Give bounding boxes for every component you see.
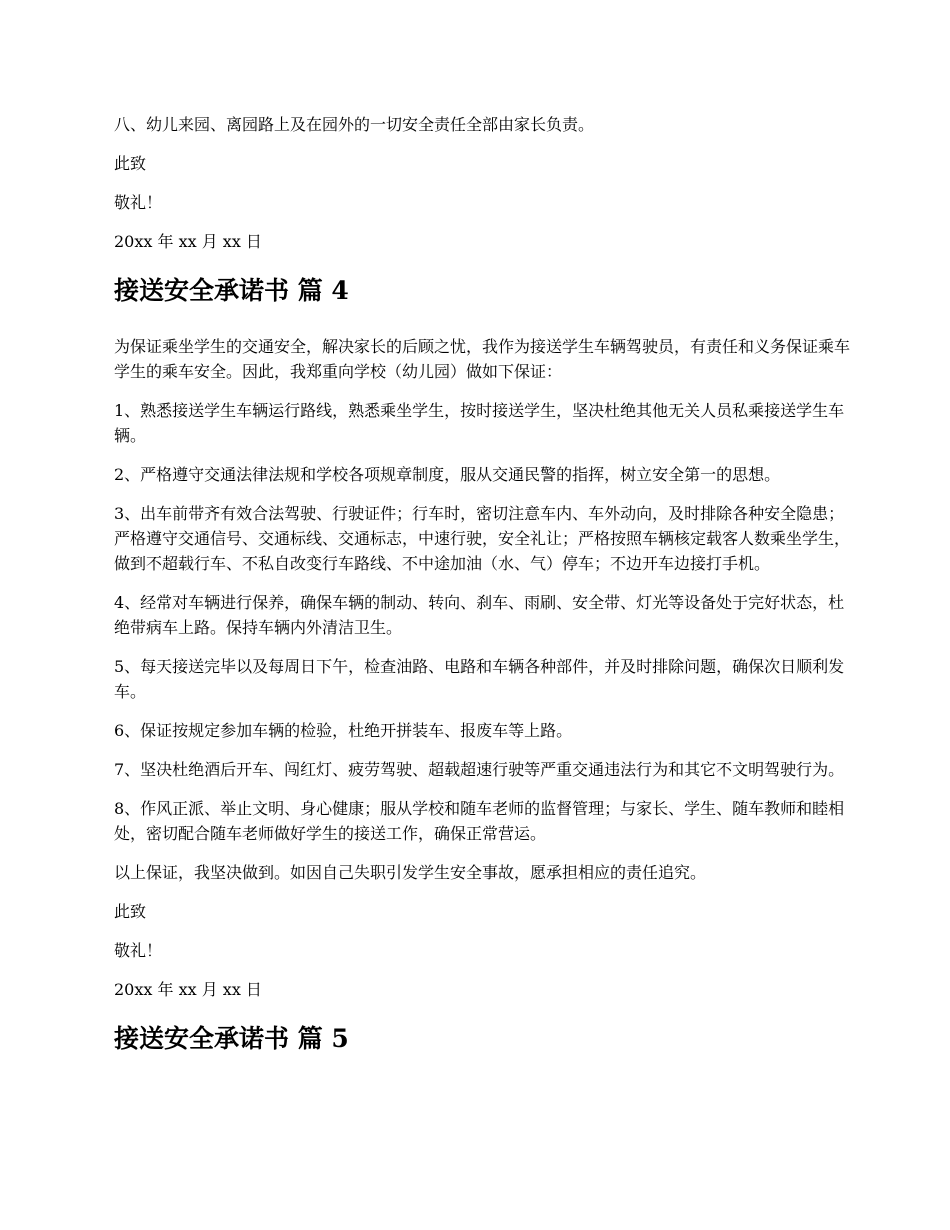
document-page <box>114 112 854 1056</box>
section4-item-2: 2、严格遵守交通法律法规和学校各项规章制度，服从交通民警的指挥，树立安全第一的思想。 <box>114 465 781 484</box>
section4-date-line: 20xx 年 xx 月 xx 日 <box>114 980 262 999</box>
section-heading-5: 接送安全承诺书 篇 5 <box>114 1024 349 1053</box>
section4-closing-salutation: 此致 <box>114 902 147 921</box>
section4-closing-regards: 敬礼！ <box>114 941 163 960</box>
section4-item-3: 3、出车前带齐有效合法驾驶、行驶证件；行车时，密切注意车内、车外动向，及时排除各种安全隐患；严格遵守交通信号、交通标线、交通标志，中速行驶，安全礼让；严格按照车辆核定载客人数乘坐学生，做到不超载行车、不私自改变行车路线、不中途加油（水、气）停车；不边开车边接打手机。 <box>114 504 851 573</box>
section4-item-5: 5、每天接送完毕以及每周日下午，检查油路、电路和车辆各种部件，并及时排除问题，确保次日顺利发车。 <box>114 657 845 701</box>
section4-intro: 为保证乘坐学生的交通安全，解决家长的后顾之忧，我作为接送学生车辆驾驶员，有责任和义务保证乘车学生的乘车安全。因此，我郑重向学校（幼儿园）做如下保证： <box>114 337 851 381</box>
section4-item-7: 7、坚决杜绝酒后开车、闯红灯、疲劳驾驶、超载超速行驶等严重交通违法行为和其它不文明驾驶行为。 <box>114 760 845 779</box>
clause-8: 八、幼儿来园、离园路上及在园外的一切安全责任全部由家长负责。 <box>114 115 595 134</box>
section4-guarantee: 以上保证，我坚决做到。如因自己失职引发学生安全事故，愿承担相应的责任追究。 <box>114 863 707 882</box>
section4-item-6: 6、保证按规定参加车辆的检验，杜绝开拼装车、报废车等上路。 <box>114 721 573 740</box>
section4-item-4: 4、经常对车辆进行保养，确保车辆的制动、转向、刹车、雨刷、安全带、灯光等设备处于完好状态，杜绝带病车上路。保持车辆内外清洁卫生。 <box>114 593 845 637</box>
section-heading-4: 接送安全承诺书 篇 4 <box>114 276 349 305</box>
date-line: 20xx 年 xx 月 xx 日 <box>114 232 262 251</box>
closing-salutation: 此致 <box>114 154 147 173</box>
closing-regards: 敬礼！ <box>114 193 163 212</box>
section4-item-8: 8、作风正派、举止文明、身心健康；服从学校和随车老师的监督管理；与家长、学生、随车教师和睦相处，密切配合随车老师做好学生的接送工作，确保正常营运。 <box>114 799 845 843</box>
section4-item-1: 1、熟悉接送学生车辆运行路线，熟悉乘坐学生，按时接送学生，坚决杜绝其他无关人员私乘接送学生车辆。 <box>114 401 845 445</box>
